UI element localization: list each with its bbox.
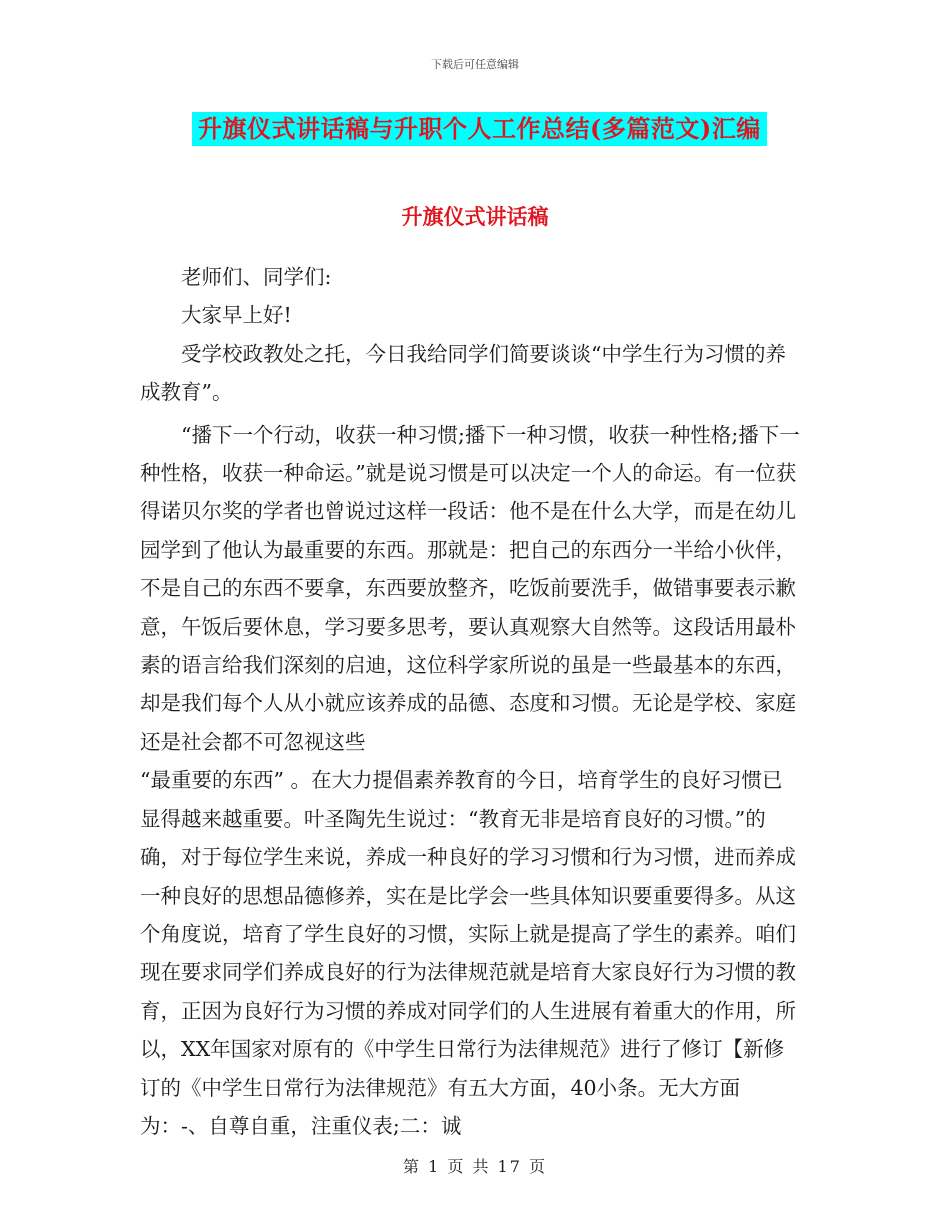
- document-body: [140, 220, 800, 1145]
- section-title: 升旗仪式讲话稿: [401, 204, 549, 229]
- document-title: 升旗仪式讲话稿与升职个人工作总结(多篇范文)汇编: [192, 112, 767, 146]
- education-paragraph: “最重要的东西” 。在大力提倡素养教育的今日，培育学生的良好习惯已显得越来越重要。叶圣陶先生说过：“教育无非是培育良好的习惯。”的确，对于每位学生来说，养成一种良好的学习习惯和行为习惯，进而养成一种良好的思想品德修养，实在是比学会一些具体知识要重要得多。从这个角度说，培育了学生良好的习惯，实际上就是提高了学生的素养。咱们现在要求同学们养成良好的行为法律规范就是培育大家良好行为习惯的教育，正因为良好行为习惯的养成对同学们的人生进展有着重大的作用，所以，XX年国家对原有的《中学生日常行为法律规范》进行了修订【新修订的《中学生日常行为法律规范》有五大方面，40小条。无大方面为：-、自尊自重，注重仪表;二：诚: [140, 768, 796, 1138]
- greeting-line: 老师们、同学们:: [181, 265, 332, 289]
- header-note: 下载后可任意编辑: [431, 58, 519, 71]
- page-footer: 第 1 页 共 17 页: [403, 1157, 547, 1176]
- intro-paragraph: 受学校政教处之托，今日我给同学们简要谈谈“中学生行为习惯的养成教育”。: [140, 341, 786, 405]
- morning-greeting: 大家早上好!: [181, 303, 292, 328]
- habit-paragraph: “播下一个行动，收获一种习惯;播下一种习惯，收获一种性格;播下一种性格，收获一种命运。”就是说习惯是可以决定一个人的命运。有一位获得诺贝尔奖的学者也曾说过这样一段话：他不是在什么大学，而是在幼儿园学到了他认为最重要的东西。那就是：把自己的东西分一半给小伙伴，不是自己的东西不要拿，东西要放整齐，吃饭前要洗手，做错事要表示歉意，午饭后要休息，学习要多思考，要认真观察大自然等。这段话用最朴素的语言给我们深刻的启迪，这位科学家所说的虽是一些最基本的东西，却是我们每个人从小就应该养成的品德、态度和习惯。无论是学校、家庭还是社会都不可忽视这些: [140, 422, 800, 754]
